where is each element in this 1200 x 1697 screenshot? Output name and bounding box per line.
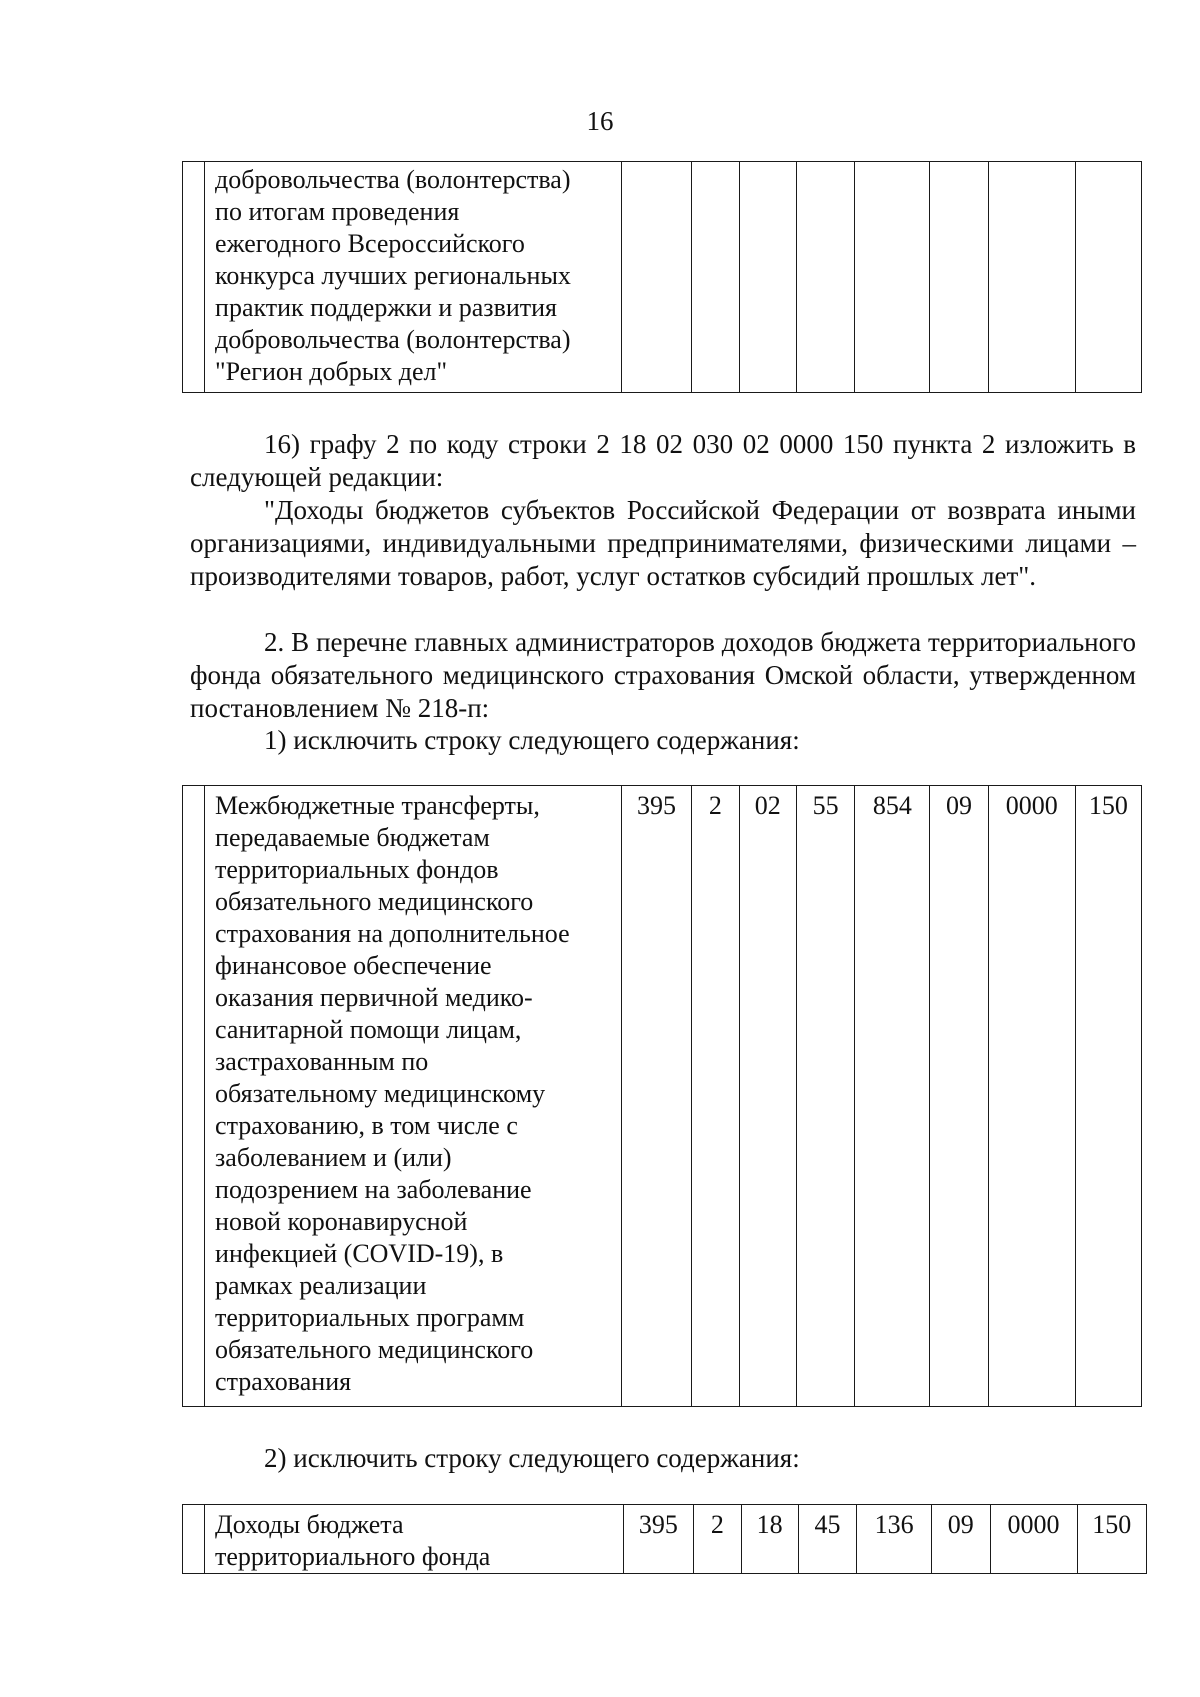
name-line: добровольчества (волонтерства) (215, 165, 571, 194)
paragraph-section-2: 2. В перечне главных администраторов доходов бюджета территориального фонда обязательного медицинского страхования Омской области, утвержденном постановлением № 218-п: (190, 627, 1136, 723)
name-line: Доходы бюджета (215, 1510, 404, 1539)
name-line: территориальных фондов (215, 855, 499, 884)
name-line: обязательного медицинского (215, 1335, 534, 1364)
page-number: 16 (586, 106, 614, 136)
name-line: застрахованным по (215, 1047, 429, 1076)
code-cell (692, 162, 739, 393)
name-line: передаваемые бюджетам (215, 823, 490, 852)
code-cell-subarticle: 136 (857, 1505, 932, 1574)
paragraph-item-1: 1) исключить строку следующего содержания: (264, 725, 800, 755)
name-line: страхования (215, 1367, 352, 1396)
code-cell-classification: 150 (1077, 1505, 1146, 1574)
name-line: рамках реализации (215, 1271, 427, 1300)
code-cell-program: 0000 (990, 1505, 1077, 1574)
income-name-cell (205, 786, 622, 1407)
code-cell (796, 162, 854, 393)
code-cell-admin: 395 (621, 786, 692, 1407)
income-name-cell (205, 1505, 624, 1574)
code-cell-subgroup: 18 (741, 1505, 798, 1574)
name-line: добровольчества (волонтерства) (215, 325, 571, 354)
code-cell-group: 2 (694, 1505, 741, 1574)
code-cell-program: 0000 (988, 786, 1075, 1407)
name-line: практик поддержки и развития (215, 293, 558, 322)
table-row (183, 1505, 1147, 1574)
name-line: оказания первичной медико- (215, 983, 533, 1012)
continued-table (182, 161, 1142, 393)
income-name-cell (205, 162, 622, 393)
excluded-row-table-2 (182, 1504, 1147, 1574)
name-line: территориальных программ (215, 1303, 525, 1332)
paragraph-item-2: 2) исключить строку следующего содержания: (264, 1443, 800, 1473)
row-number-cell (183, 1505, 205, 1574)
code-cell-article: 55 (796, 786, 854, 1407)
paragraph-quote: "Доходы бюджетов субъектов Российской Федерации от возврата иными организациями, индивидуальными предпринимателями, физическими лицами – производителями товаров, работ, услуг остатков субсидий прошлых лет". (190, 495, 1136, 591)
name-line: ежегодного Всероссийского (215, 229, 525, 258)
name-line: Межбюджетные трансферты, (215, 791, 540, 820)
code-cell-element: 09 (930, 786, 988, 1407)
code-cell (621, 162, 692, 393)
code-cell (855, 162, 930, 393)
code-cell-classification: 150 (1075, 786, 1141, 1407)
code-cell-admin: 395 (623, 1505, 694, 1574)
paragraph-item-16: 16) графу 2 по коду строки 2 18 02 030 02 0000 150 пункта 2 изложить в следующей редакции: (190, 429, 1136, 492)
name-line: новой коронавирусной (215, 1207, 468, 1236)
name-line: страхования на дополнительное (215, 919, 570, 948)
code-cell-group: 2 (692, 786, 739, 1407)
excluded-row-table-1 (182, 785, 1142, 1407)
name-line: страхованию, в том числе с (215, 1111, 518, 1140)
table-row (183, 786, 1142, 1407)
name-line: конкурса лучших региональных (215, 261, 571, 290)
code-cell-subgroup: 02 (739, 786, 796, 1407)
name-line: обязательного медицинского (215, 887, 534, 916)
name-line: по итогам проведения (215, 197, 460, 226)
name-line: финансовое обеспечение (215, 951, 492, 980)
row-number-cell (183, 162, 205, 393)
code-cell-element: 09 (932, 1505, 990, 1574)
name-line: санитарной помощи лицам, (215, 1015, 522, 1044)
code-cell (930, 162, 988, 393)
code-cell-article: 45 (798, 1505, 856, 1574)
name-line: территориального фонда (215, 1542, 491, 1571)
code-cell (739, 162, 796, 393)
name-line: обязательному медицинскому (215, 1079, 546, 1108)
name-line: подозрением на заболевание (215, 1175, 532, 1204)
table-row (183, 162, 1142, 393)
code-cell (988, 162, 1075, 393)
row-number-cell (183, 786, 205, 1407)
name-line: "Регион добрых дел" (215, 357, 448, 386)
name-line: заболеванием и (или) (215, 1143, 452, 1172)
name-line: инфекцией (COVID-19), в (215, 1239, 504, 1268)
code-cell-subarticle: 854 (855, 786, 930, 1407)
code-cell (1075, 162, 1141, 393)
